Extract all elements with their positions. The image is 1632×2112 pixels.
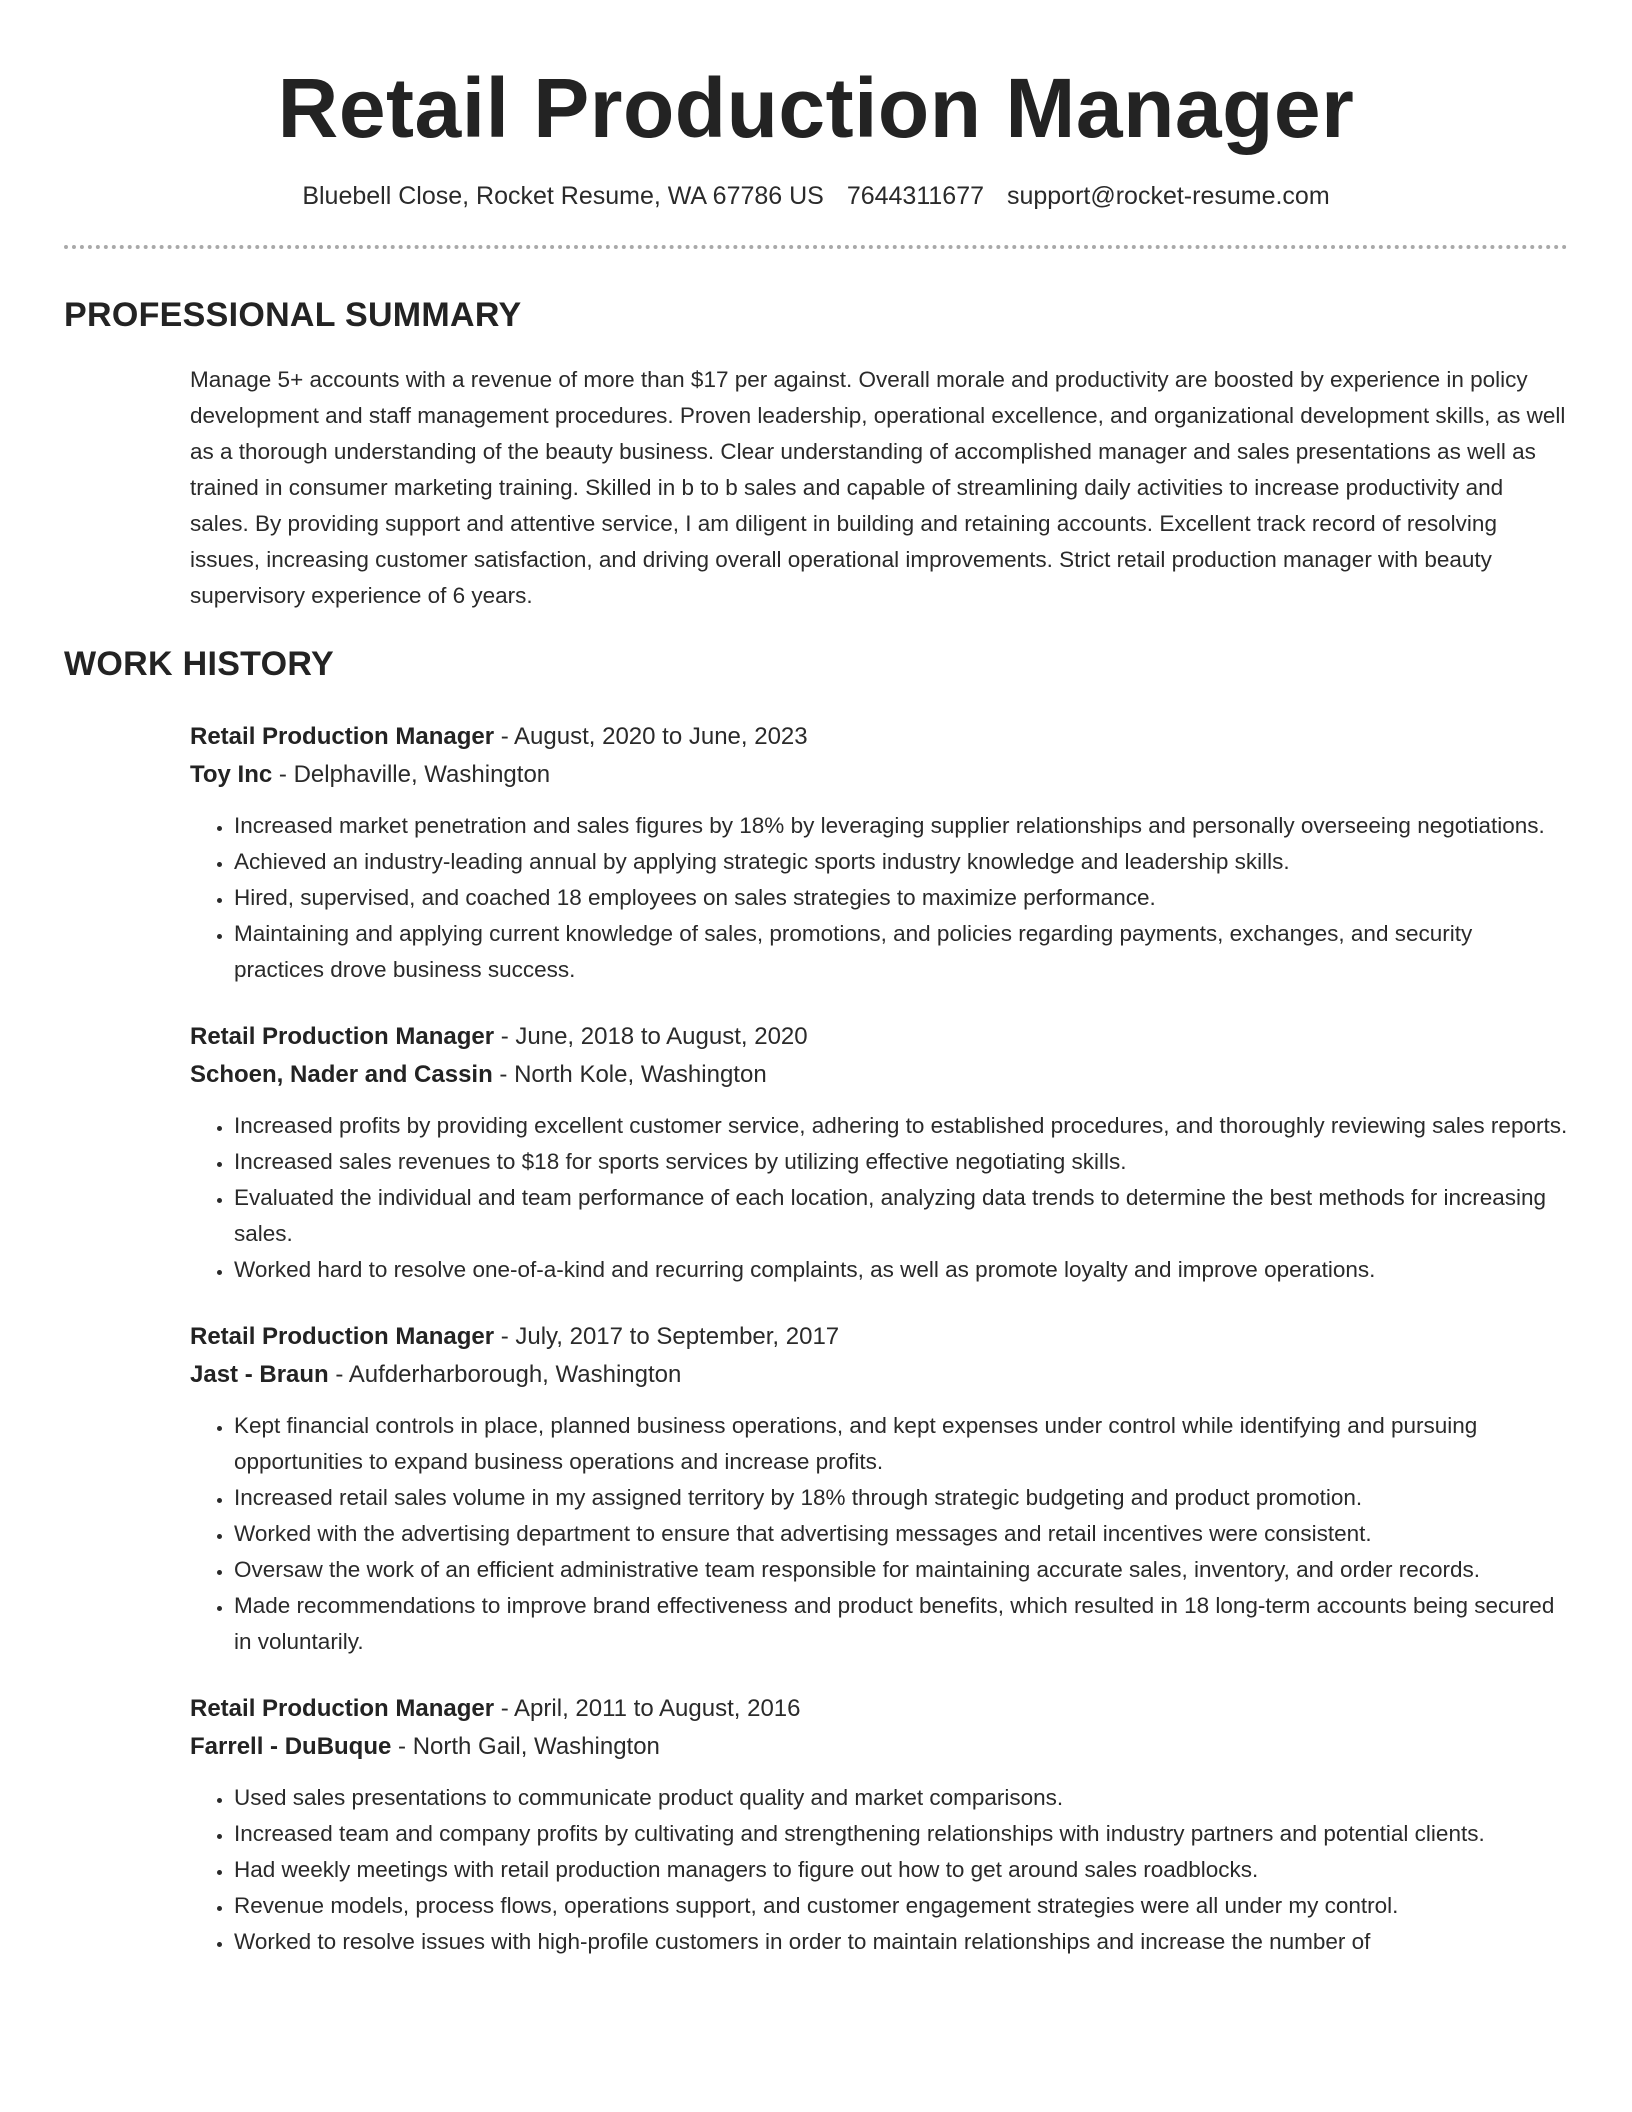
job-bullets [190, 808, 1568, 988]
job-bullet: • Worked hard to resolve one-of-a-kind and recurring complaints, as well as promote loyalty and improve operations. [234, 1252, 1568, 1288]
contact-email: support@rocket-resume.com [1006, 181, 1330, 210]
job-company-line [190, 756, 1568, 794]
job-location: - North Gail, Washington [391, 1733, 660, 1761]
job-location: - Delphaville, Washington [272, 761, 551, 789]
job-bullet: • Increased sales revenues to $18 for sports services by utilizing effective negotiating skills. [234, 1144, 1568, 1180]
job-role: Retail Production Manager [190, 1695, 495, 1723]
job-entry [190, 1690, 1568, 1960]
job-dates: - July, 2017 to September, 2017 [494, 1323, 840, 1351]
summary-text: Manage 5+ accounts with a revenue of more than $17 per against. Overall morale and productivity are boosted by experience in policy development and staff management procedures. Proven leadership, operational excellence, and organizational development skills, as well as a thorough understanding of the beauty business. Clear understanding of accomplished manager and sales presentations as well as trained in consumer marketing training. Skilled in b to b sales and capable of streamlining daily activities to increase productivity and sales. By providing support and attentive service, I am diligent in building and retaining accounts. Excellent track record of resolving issues, increasing customer satisfaction, and driving overall operational improvements. Strict retail production manager with beauty supervisory experience of 6 years. [190, 366, 1566, 608]
job-bullet: • Worked to resolve issues with high-profile customers in order to maintain relationships and increase the number of [234, 1924, 1568, 1960]
job-role-line [190, 1018, 1568, 1056]
job-bullet: • Increased market penetration and sales figures by 18% by leveraging supplier relationships and personally overseeing negotiations. [234, 808, 1568, 844]
resume-name: Retail Production Manager [277, 61, 1355, 155]
job-bullet: • Made recommendations to improve brand effectiveness and product benefits, which resulted in 18 long-term accounts being secured in voluntarily. [234, 1588, 1568, 1660]
job-location: - Aufderharborough, Washington [328, 1361, 682, 1389]
job-role: Retail Production Manager [190, 1023, 495, 1051]
contact-phone: 7644311677 [846, 181, 984, 210]
header-divider [64, 245, 1568, 249]
work-history-heading: WORK HISTORY [64, 644, 334, 683]
job-bullet: • Oversaw the work of an efficient administrative team responsible for maintaining accurate sales, inventory, and order records. [234, 1552, 1568, 1588]
job-bullet: • Worked with the advertising department to ensure that advertising messages and retail incentives were consistent. [234, 1516, 1568, 1552]
job-entry [190, 1018, 1568, 1288]
resume-page [64, 0, 1568, 1960]
job-bullet: • Hired, supervised, and coached 18 employees on sales strategies to maximize performance. [234, 880, 1568, 916]
job-bullet: • Increased profits by providing excellent customer service, adhering to established procedures, and thoroughly reviewing sales reports. [234, 1108, 1568, 1144]
job-dates: - April, 2011 to August, 2016 [494, 1695, 801, 1723]
summary-heading: PROFESSIONAL SUMMARY [64, 295, 522, 334]
job-company-line [190, 1728, 1568, 1766]
contact-line [64, 181, 1568, 211]
job-role-line [190, 1318, 1568, 1356]
job-location: - North Kole, Washington [492, 1061, 767, 1089]
job-company: Farrell - DuBuque [190, 1733, 392, 1761]
job-role-line [190, 718, 1568, 756]
job-dates: - June, 2018 to August, 2020 [494, 1023, 808, 1051]
job-bullet: • Had weekly meetings with retail production managers to figure out how to get around sales roadblocks. [234, 1852, 1568, 1888]
job-bullet: • Increased retail sales volume in my assigned territory by 18% through strategic budgeting and product promotion. [234, 1480, 1568, 1516]
job-company-line [190, 1356, 1568, 1394]
job-role: Retail Production Manager [190, 1323, 495, 1351]
job-entry [190, 1318, 1568, 1660]
contact-address: Bluebell Close, Rocket Resume, WA 67786 US [302, 181, 824, 210]
job-bullets [190, 1780, 1568, 1960]
job-bullet: • Maintaining and applying current knowledge of sales, promotions, and policies regarding payments, exchanges, and security practices drove business success. [234, 916, 1568, 988]
job-entry [190, 718, 1568, 988]
job-bullet: • Kept financial controls in place, planned business operations, and kept expenses under control while identifying and pursuing opportunities to expand business operations and increase profits. [234, 1408, 1568, 1480]
job-bullet: • Evaluated the individual and team performance of each location, analyzing data trends to determine the best methods for increasing sales. [234, 1180, 1568, 1252]
job-bullets [190, 1408, 1568, 1660]
job-dates: - August, 2020 to June, 2023 [494, 723, 808, 751]
job-bullet: • Used sales presentations to communicate product quality and market comparisons. [234, 1780, 1568, 1816]
job-role-line [190, 1690, 1568, 1728]
job-bullets [190, 1108, 1568, 1288]
job-role: Retail Production Manager [190, 723, 495, 751]
job-company: Toy Inc [190, 761, 273, 789]
job-bullet: • Achieved an industry-leading annual by applying strategic sports industry knowledge and leadership skills. [234, 844, 1568, 880]
job-company-line [190, 1056, 1568, 1094]
job-company: Schoen, Nader and Cassin [190, 1061, 493, 1089]
job-company: Jast - Braun [190, 1361, 329, 1389]
job-bullet: • Increased team and company profits by cultivating and strengthening relationships with industry partners and potential clients. [234, 1816, 1568, 1852]
job-bullet: • Revenue models, process flows, operations support, and customer engagement strategies were all under my control. [234, 1888, 1568, 1924]
